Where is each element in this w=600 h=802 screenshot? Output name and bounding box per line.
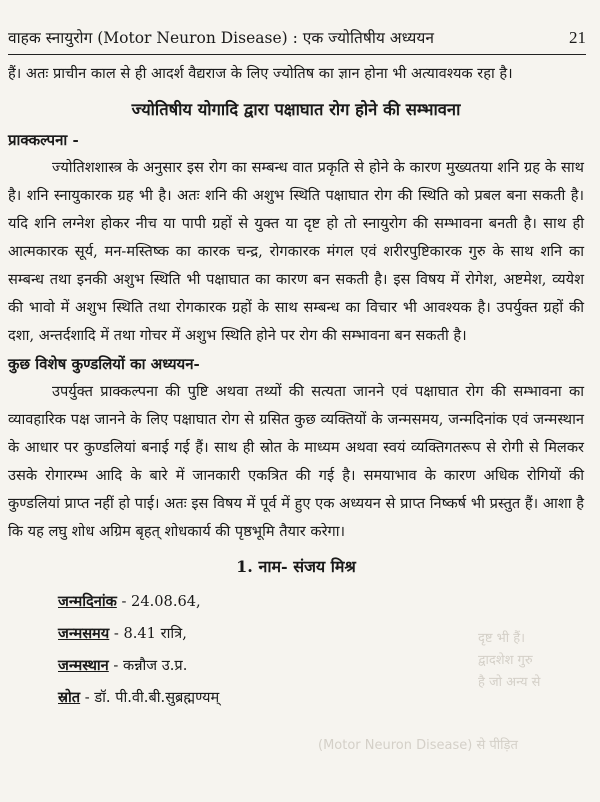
birth-time-row bbox=[58, 618, 584, 650]
intro-paragraph: हैं। अतः प्राचीन काल से ही आदर्श वैद्यराज के लिए ज्योतिष का ज्ञान होना भी अत्यावश्यक रहा है। bbox=[8, 65, 513, 82]
info-label: जन्मस्थान bbox=[58, 657, 109, 674]
source-row bbox=[58, 682, 584, 714]
case-title: 1. नाम- संजय मिश्र bbox=[236, 557, 356, 576]
running-title: वाहक स्नायुरोग (Motor Neuron Disease) : एक ज्योतिषीय अध्ययन bbox=[8, 29, 435, 47]
info-value: - 24.08.64, bbox=[116, 593, 201, 610]
show-through-text: है जो अन्य से bbox=[478, 675, 541, 690]
info-label: जन्मदिनांक bbox=[58, 593, 117, 610]
birth-place-row bbox=[58, 650, 584, 682]
study-label: कुछ विशेष कुण्डलियों का अध्ययन- bbox=[8, 355, 200, 373]
section-heading: ज्योतिषीय योगादि द्वारा पक्षाघात रोग होने की सम्भावना bbox=[131, 100, 461, 119]
info-value: - डॉ. पी.वी.बी.सुब्रह्मण्यम् bbox=[80, 689, 220, 706]
study-paragraph: उपर्युक्त प्राक्कल्पना की पुष्टि अथवा तथ्यों की सत्यता जानने एवं पक्षाघात रोग की सम्भावना का व्यावहारिक पक्ष जानने के लिए पक्षाघात रोग से ग्रसित कुछ व्यक्तियों के जन्मसमय, जन्मदिनांक एवं जन्मस्थान के आधार पर कुण्डलियां बनाई गई हैं। साथ ही स्रोत के माध्यम अथवा स्वयं व्यक्तिगतरूप से रोगी से मिलकर उसके रोगारम्भ आदि के बारे में जानकारी एकत्रित की गई है। समयाभाव के कारण अधिक रोगियों की कुण्डलियां प्राप्त नहीं हो पाई। अतः इस विषय में पूर्व में हुए एक अध्ययन से प्राप्त निष्कर्ष भी प्रस्तुत हैं। आशा है कि यह लघु शोध अग्रिम बृहत् शोधकार्य की पृष्ठभूमि तैयार करेगा। bbox=[8, 383, 585, 540]
hypothesis-paragraph: ज्योतिशशास्त्र के अनुसार इस रोग का सम्बन्ध वात प्रकृति से होने के कारण मुख्यतया शनि ग्रह के साथ है। शनि स्नायुकारक ग्रह भी है। अतः शनि की अशुभ स्थिति पक्षाघात रोग की स्थिति को प्रबल बना सकती है। यदि शनि लग्नेश होकर नीच या पापी ग्रहों से युक्त या दृष्ट हो तो स्नायुरोग की सम्भावना बनती है। साथ ही आत्मकारक सूर्य, मन-मस्तिष्क का कारक चन्द्र, रोगकारक मंगल एवं शरीरपुष्टिकारक गुरु के साथ शनि का सम्बन्ध तथा इनकी अशुभ स्थिति भी पक्षाघात का कारण बन सकती है। इस विषय में रोगेश, अष्टमेश, व्ययेश की भावो में अशुभ स्थिति तथा रोगकारक ग्रहों के साथ सम्बन्ध का विचार भी आवश्यक है। उपर्युक्त ग्रहों की दशा, अन्तर्दशादि में तथा गोचर में अशुभ स्थिति होने पर रोग की सम्भावना बन सकती है। bbox=[8, 159, 584, 344]
show-through-text: (Motor Neuron Disease) से पीड़ित bbox=[318, 738, 518, 753]
running-header bbox=[8, 26, 586, 48]
show-through-text: दृष्ट भी हैं। bbox=[478, 631, 526, 646]
info-value: - कन्नौज उ.प्र. bbox=[108, 657, 188, 674]
header-rule bbox=[8, 54, 586, 55]
page-body bbox=[8, 60, 584, 714]
info-label: स्रोत bbox=[58, 689, 81, 706]
hypothesis-label: प्राक्कल्पना - bbox=[8, 131, 79, 149]
show-through-text: द्वादशेश गुरु bbox=[478, 653, 533, 668]
info-label: जन्मसमय bbox=[58, 625, 110, 642]
page-number: 21 bbox=[569, 28, 586, 47]
info-value: - 8.41 रात्रि, bbox=[109, 625, 187, 642]
birth-date-row bbox=[58, 586, 584, 618]
